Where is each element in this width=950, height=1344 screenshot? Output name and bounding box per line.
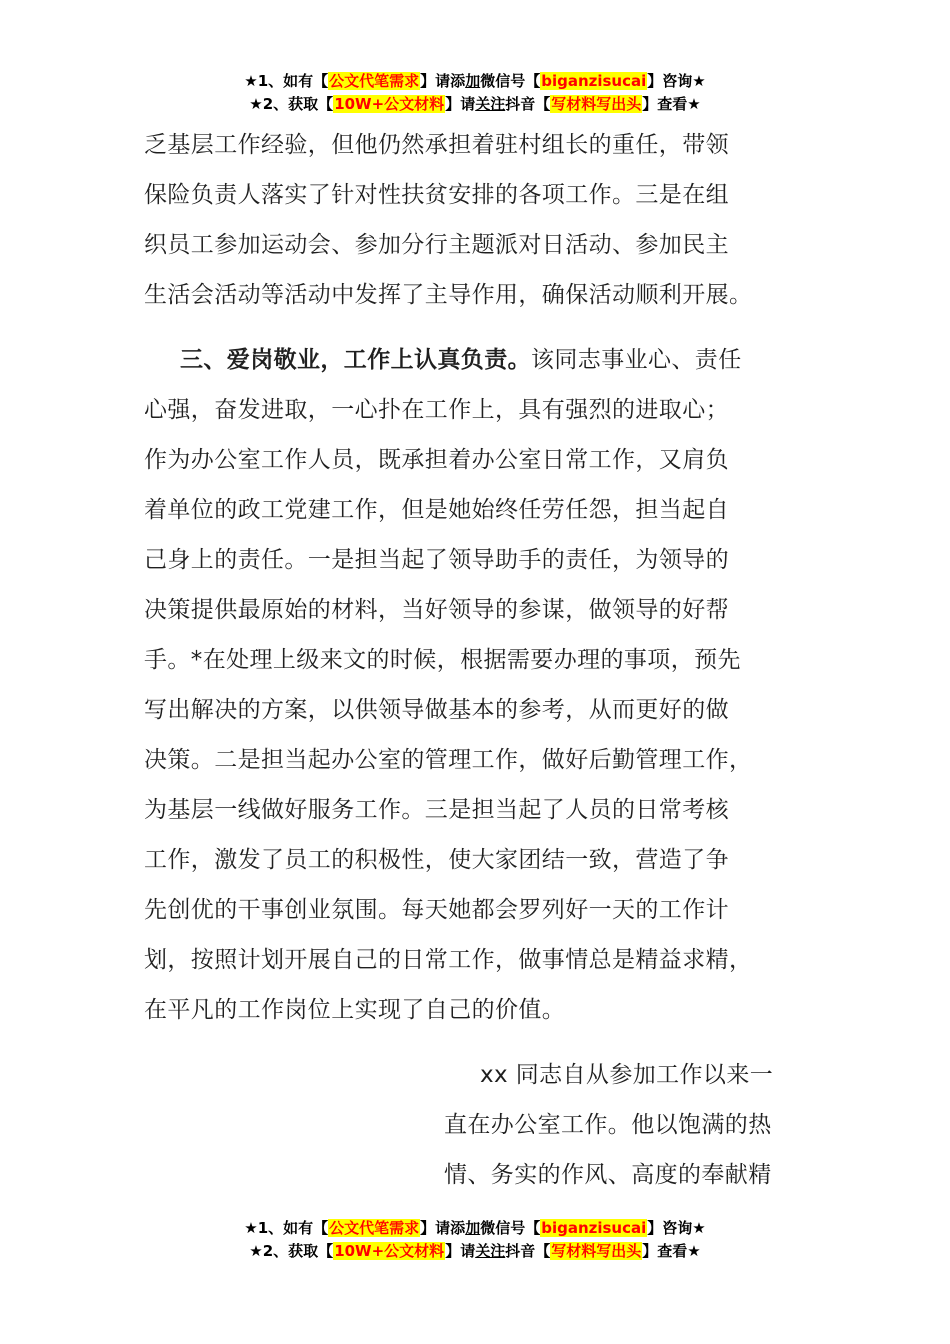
banner-underline: 加	[465, 1219, 481, 1237]
banner-text: 】请添	[420, 72, 466, 90]
banner-text: 】请	[445, 95, 476, 113]
text-line: 保险负责人落实了针对性扶贫安排的各项工作。三是在组	[144, 182, 729, 208]
banner-text: 】咨询★	[647, 72, 706, 90]
banner-underline: 关注	[475, 95, 506, 113]
header-banner	[0, 70, 950, 116]
section-heading: 三、爱岗敬业，工作上认真负责。	[180, 347, 531, 373]
banner-text: ★2、获取【	[249, 95, 334, 113]
text-line: 工作，激发了员工的积极性，使大家团结一致，营造了争	[144, 847, 729, 873]
banner-highlight: 公文代笔需求	[329, 72, 420, 90]
text-line: 决策。二是担当起办公室的管理工作，做好后勤管理工作，	[144, 747, 753, 773]
banner-highlight: 写材料写出头	[551, 1242, 642, 1260]
section-three	[144, 335, 808, 1035]
banner-text: ★2、获取【	[249, 1242, 334, 1260]
banner-text: ★1、如有【	[244, 1219, 329, 1237]
banner-highlight: 写材料写出头	[551, 95, 642, 113]
section-first-line	[144, 335, 808, 385]
banner-text: 微信号【	[480, 1219, 541, 1237]
banner-text: 微信号【	[480, 72, 541, 90]
footer-banner	[0, 1217, 950, 1263]
banner-highlight: 10W+公文材料	[334, 95, 445, 113]
banner-line-1	[0, 70, 950, 93]
banner-line-2	[0, 1240, 950, 1263]
banner-line-2	[0, 93, 950, 116]
banner-highlight: biganzisucai	[541, 72, 647, 90]
text-line: 决策提供最原始的材料，当好领导的参谋，做领导的好帮	[144, 597, 729, 623]
narrow-paragraph	[444, 1050, 808, 1200]
text-line: 乏基层工作经验，但他仍然承担着驻村组长的重任，带领	[144, 132, 729, 158]
banner-highlight: biganzisucai	[541, 1219, 647, 1237]
banner-underline: 关注	[475, 1242, 506, 1260]
banner-highlight: 10W+公文材料	[334, 1242, 445, 1260]
text-line: 该同志事业心、责任	[531, 347, 742, 373]
text-line: 为基层一线做好服务工作。三是担当起了人员的日常考核	[144, 797, 729, 823]
text-line: 写出解决的方案，以供领导做基本的参考，从而更好的做	[144, 697, 729, 723]
banner-text: 】查看★	[642, 1242, 701, 1260]
text-line: 心强，奋发进取，一心扑在工作上，具有强烈的进取心；	[144, 397, 729, 423]
text-line: 先创优的干事创业氛围。每天她都会罗列好一天的工作计	[144, 897, 729, 923]
text-line: xx 同志自从参加工作以来一	[480, 1062, 774, 1088]
text-line: 己身上的责任。一是担当起了领导助手的责任，为领导的	[144, 547, 729, 573]
text-line: 生活会活动等活动中发挥了主导作用，确保活动顺利开展。	[144, 282, 753, 308]
banner-text: 】咨询★	[647, 1219, 706, 1237]
banner-line-1	[0, 1217, 950, 1240]
banner-text: ★1、如有【	[244, 72, 329, 90]
text-line: 着单位的政工党建工作，但是她始终任劳任怨，担当起自	[144, 497, 729, 523]
text-line: 织员工参加运动会、参加分行主题派对日活动、参加民主	[144, 232, 729, 258]
text-line: 情、务实的作风、高度的奉献精	[444, 1162, 772, 1188]
paragraph-continuation	[144, 120, 808, 320]
banner-underline: 加	[465, 72, 481, 90]
text-line: 在平凡的工作岗位上实现了自己的价值。	[144, 997, 566, 1023]
banner-text: 】请添	[420, 1219, 466, 1237]
text-line: 直在办公室工作。他以饱满的热	[444, 1112, 772, 1138]
banner-text: 抖音【	[505, 95, 551, 113]
banner-text: 】查看★	[642, 95, 701, 113]
banner-text: 】请	[445, 1242, 476, 1260]
text-line: 手。*在处理上级来文的时候，根据需要办理的事项，预先	[144, 647, 741, 673]
banner-highlight: 公文代笔需求	[329, 1219, 420, 1237]
banner-text: 抖音【	[505, 1242, 551, 1260]
text-line: 作为办公室工作人员，既承担着办公室日常工作，又肩负	[144, 447, 729, 473]
text-line: 划，按照计划开展自己的日常工作，做事情总是精益求精，	[144, 947, 753, 973]
